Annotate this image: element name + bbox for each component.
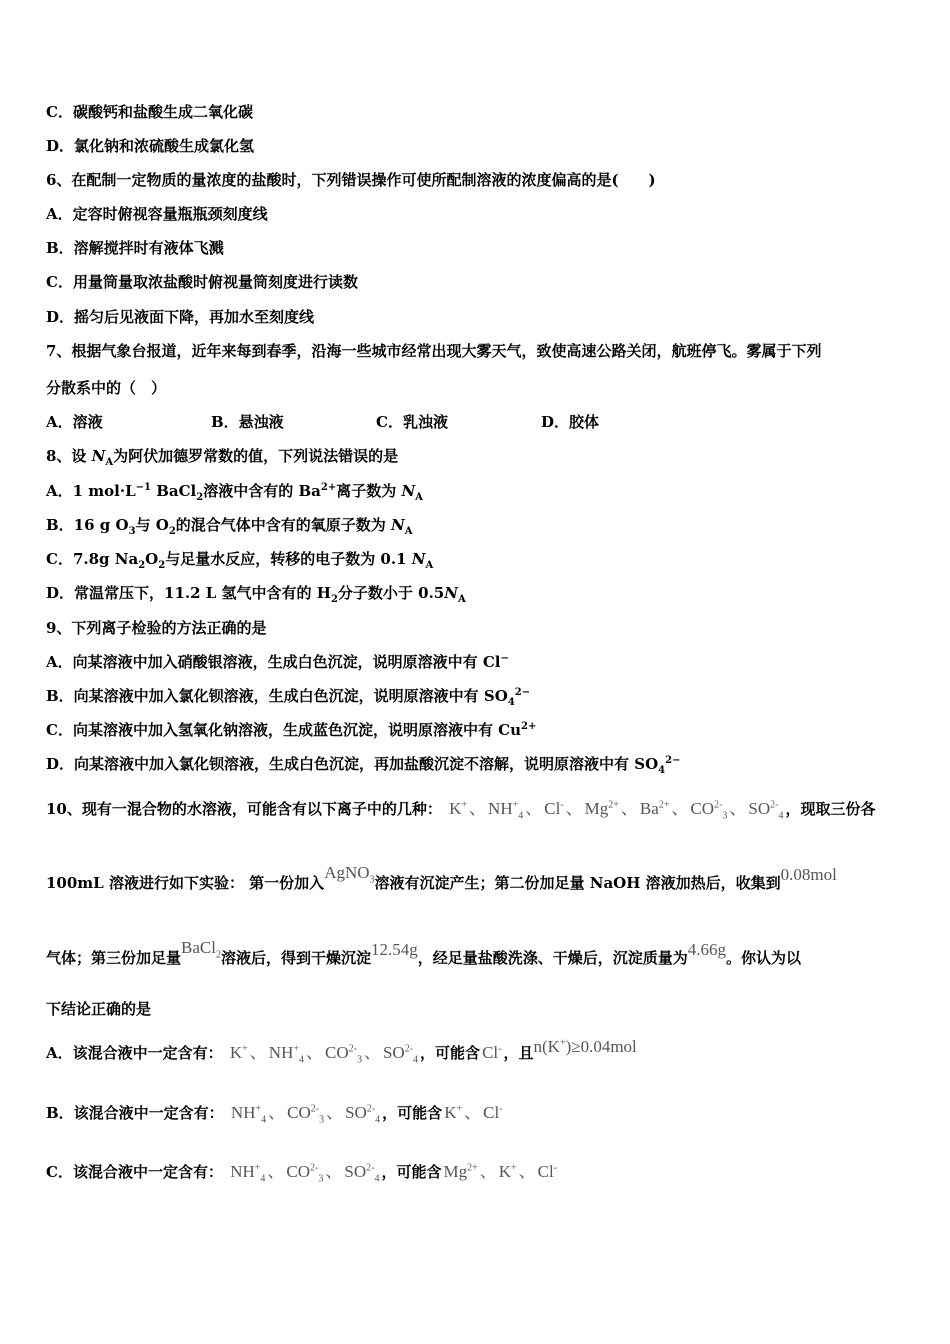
q10-option-a: A．该混合液中一定含有： K+ 、 $NH^+_4$ 、 $CO^{2-}_3$ 、 $SO^{2-}_4$ ，可能含 Cl- ，且n(K+)≥0.04mol bbox=[46, 1037, 637, 1066]
precipitate-mass: 12.54g bbox=[370, 940, 418, 959]
q6-option-b: B．溶解搅拌时有液体飞溅 bbox=[46, 239, 224, 257]
ion-ba: $Ba^{2+}$ bbox=[639, 799, 670, 818]
ion-so4: $SO^{2-}_4$ bbox=[748, 799, 784, 822]
q6-stem: 6、在配制一定物质的量浓度的盐酸时，下列错误操作可使所配制溶液的浓度偏高的是( ) bbox=[46, 171, 656, 189]
q8-option-d: D．常温常压下，11.2 L 氢气中含有的 $H_2$分子数小于 $0.5N_A$ bbox=[46, 584, 466, 605]
q8-option-a: A．1 $mol\cdot L^{-1}$ BaCl$_2$溶液中含有的 $Ba^{2+}$离子数为 $N_A$ bbox=[46, 482, 423, 503]
ion-mg: $Mg^{2+}$ bbox=[584, 799, 619, 818]
q10-stem-line3: 气体；第三份加足量BaCl$_2$溶液后，得到干燥沉淀12.54g，经足量盐酸洗涤、干燥后，沉淀质量为4.66g。你认为以 bbox=[46, 938, 802, 967]
q7-options bbox=[46, 412, 599, 432]
ion-co3: $CO^{2-}_3$ bbox=[690, 799, 728, 822]
q9-option-d: D．向某溶液中加入氯化钡溶液，生成白色沉淀，再加盐酸沉淀不溶解，说明原溶液中有 $SO_4^{2-}$ bbox=[46, 755, 681, 776]
q10-stem-line4: 下结论正确的是 bbox=[46, 1000, 152, 1018]
q6-option-d: D．摇匀后见液面下降，再加水至刻度线 bbox=[46, 308, 315, 326]
q7-stem-line1: 7、根据气象台报道，近年来每到春季，沿海一些城市经常出现大雾天气，致使高速公路关闭，航班停飞。雾属于下列 bbox=[46, 342, 822, 360]
ion-cl: Cl- bbox=[544, 799, 564, 818]
washed-mass: 4.66g bbox=[687, 940, 726, 959]
q10-stem-line2: 100mL 溶液进行如下实验： 第一份加入AgNO$_3$溶液有沉淀产生；第二份加足量 NaOH 溶液加热后，收集到0.08mol bbox=[46, 863, 837, 892]
q8-option-b: B．16 g $O_3$与 $O_2$的混合气体中含有的氧原子数为 $N_A$ bbox=[46, 516, 413, 537]
q6-option-c: C．用量筒量取浓盐酸时俯视量筒刻度进行读数 bbox=[46, 273, 358, 291]
q7-option-b: B．悬浊液 bbox=[211, 413, 284, 431]
q5-option-d: D．氯化钠和浓硫酸生成氯化氢 bbox=[46, 137, 255, 155]
potassium-condition: n(K+)≥0.04mol bbox=[533, 1037, 637, 1056]
q7-option-c: C．乳浊液 bbox=[376, 413, 448, 431]
q8-stem: 8、设 $N_A$为阿伏加德罗常数的值，下列说法错误的是 bbox=[46, 447, 399, 468]
q10-option-b: B．该混合液中一定含有： $NH^+_4$ 、 $CO^{2-}_3$ 、 $SO^{2-}_4$ ，可能含 K+ 、 Cl- bbox=[46, 1103, 503, 1126]
q7-stem-line2: 分散系中的（ ） bbox=[46, 379, 167, 397]
q8-option-c: C．7.8g $Na_2O_2$与足量水反应，转移的电子数为 0.1 $N_A$ bbox=[46, 550, 434, 571]
bacl2-formula: BaCl$_2$ bbox=[181, 938, 221, 961]
agno3-formula: AgNO$_3$ bbox=[324, 863, 375, 886]
q9-option-b: B．向某溶液中加入氯化钡溶液，生成白色沉淀，说明原溶液中有 $SO_4^{2-}$ bbox=[46, 687, 531, 708]
q7-option-d: D．胶体 bbox=[541, 413, 600, 431]
q9-option-a: A．向某溶液中加入硝酸银溶液，生成白色沉淀，说明原溶液中有 Cl− bbox=[46, 653, 509, 671]
ion-k: K+ bbox=[449, 799, 468, 818]
gas-amount: 0.08mol bbox=[780, 865, 837, 884]
q9-option-c: C．向某溶液中加入氢氧化钠溶液，生成蓝色沉淀，说明原溶液中有 $Cu^{2+}$ bbox=[46, 721, 537, 739]
q6-option-a: A．定容时俯视容量瓶瓶颈刻度线 bbox=[46, 205, 268, 223]
q7-option-a: A．溶液 bbox=[46, 413, 103, 431]
q10-stem-line1: 10、现有一混合物的水溶液，可能含有以下离子中的几种： K+ 、 $NH^+_4$ 、 Cl- 、 $Mg^{2+}$ 、 $Ba^{2+}$ 、 $CO^{2-}_3$ 、 $SO^{2-}_4$ ，现取三份各 bbox=[46, 799, 876, 822]
q5-option-c: C．碳酸钙和盐酸生成二氧化碳 bbox=[46, 103, 253, 121]
ion-nh4: $NH^+_4$ bbox=[488, 799, 524, 822]
q10-option-c: C．该混合液中一定含有： $NH^+_4$ 、 $CO^{2-}_3$ 、 $SO^{2-}_4$ ，可能含 $Mg^{2+}$ 、 K+ 、 Cl- bbox=[46, 1162, 558, 1185]
q9-stem: 9、下列离子检验的方法正确的是 bbox=[46, 619, 267, 637]
